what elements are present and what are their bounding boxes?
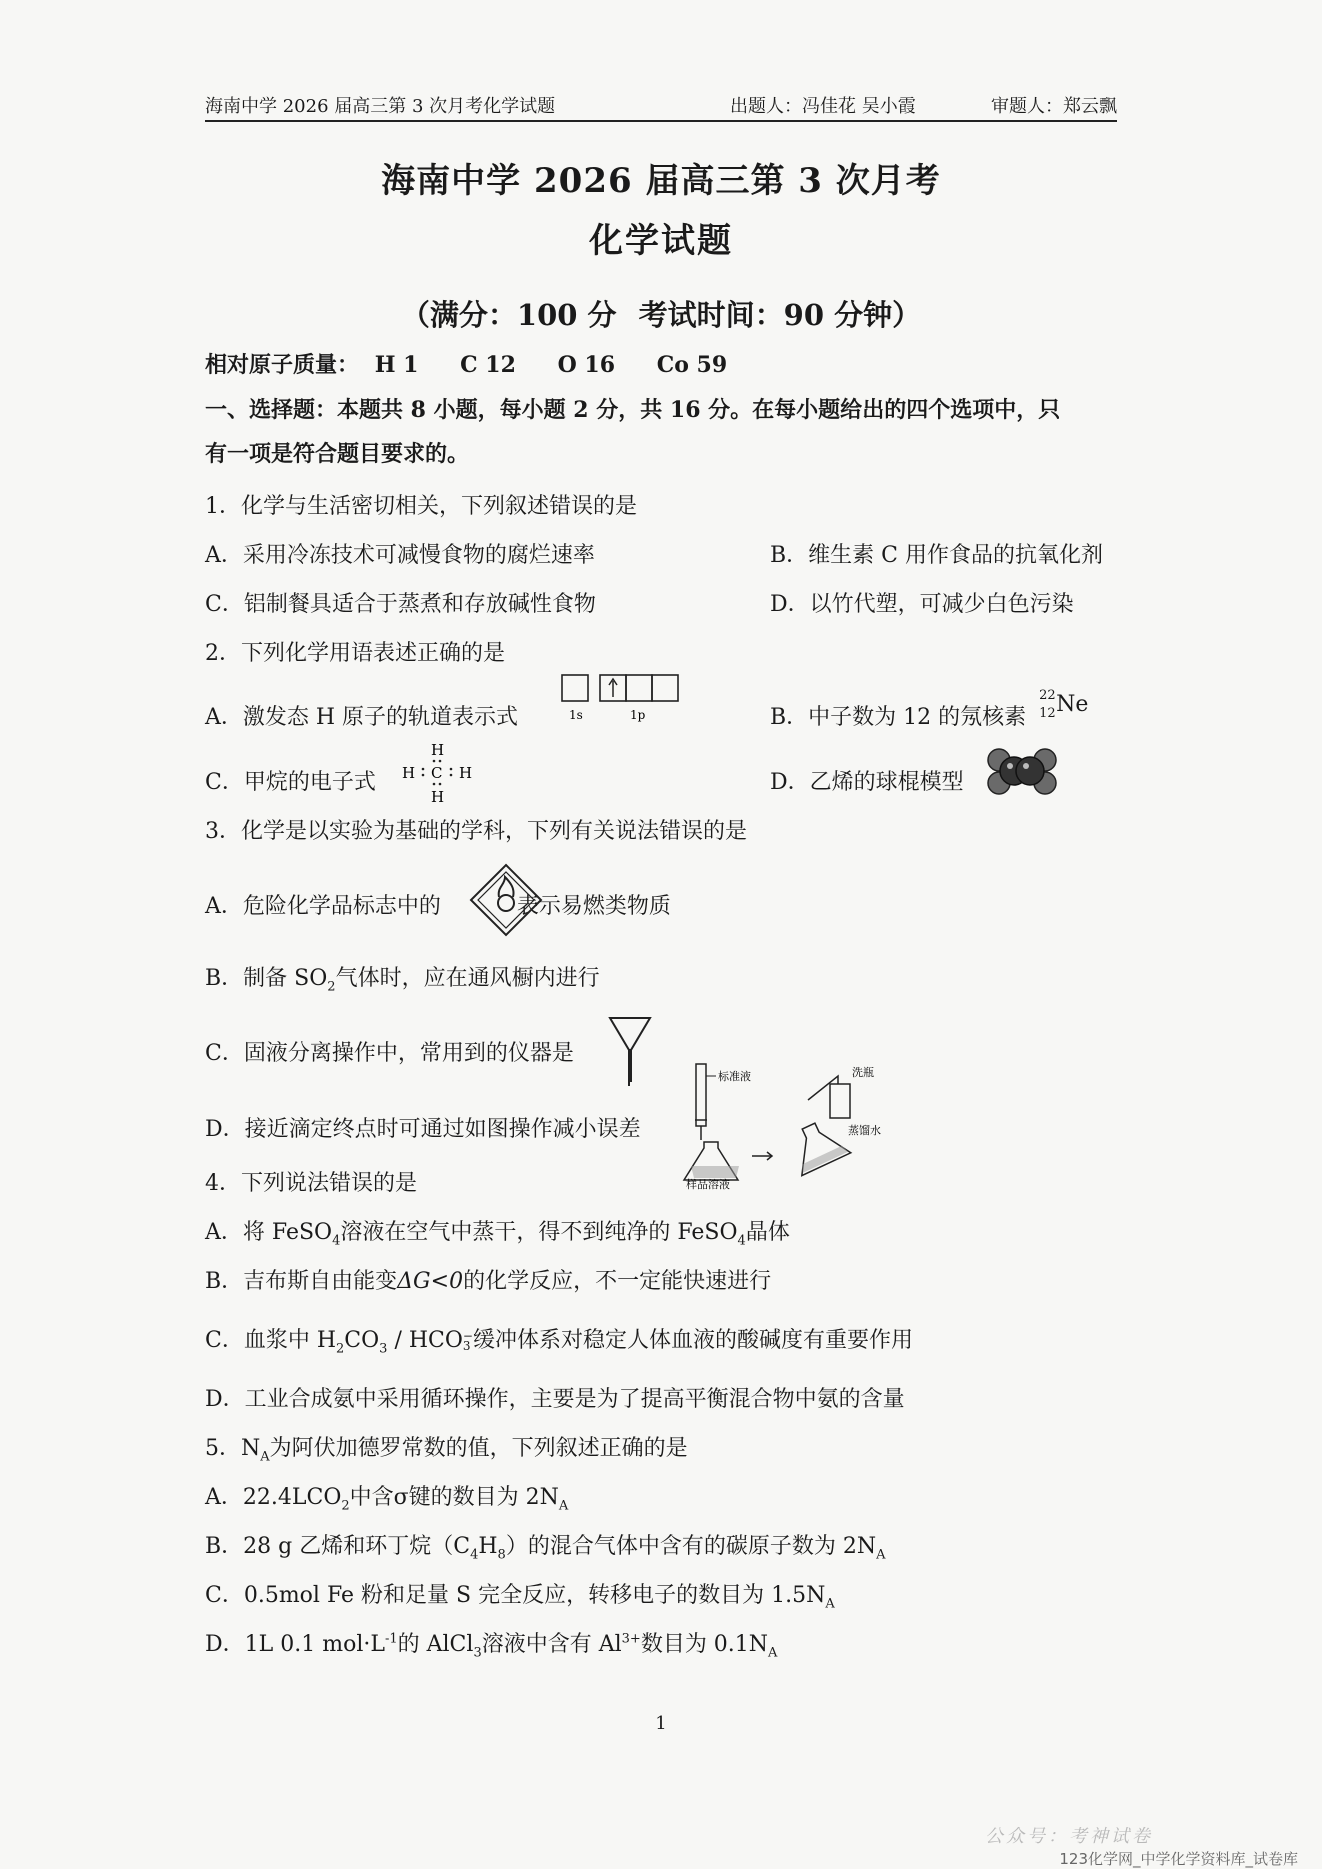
methane-electron-formula: [400, 741, 473, 806]
q2-option-c: C．甲烷的电子式: [205, 770, 376, 795]
header-authors: 出题人：冯佳花 吴小霞: [730, 96, 916, 117]
q5-stem: 5．$N_A$为阿伏加德罗常数的值，下列叙述正确的是: [205, 1436, 688, 1465]
q1-option-c: C．铝制餐具适合于蒸煮和存放碱性食物: [205, 592, 596, 617]
neon-symbol: Ne: [1056, 692, 1089, 717]
q1-option-b: B．维生素 C 用作食品的抗氧化剂: [770, 543, 1103, 568]
atomic-mass-co: Co 59: [656, 352, 728, 378]
q1-stem: 1．化学与生活密切相关，下列叙述错误的是: [205, 494, 637, 519]
full-score: （满分：100 分: [400, 298, 617, 332]
q2-option-b: B．中子数为 12 的氖核素 22 12 Ne: [770, 688, 1089, 730]
label-wash-bottle: 洗瓶: [852, 1066, 874, 1079]
q3-option-b: B．制备 $SO_2$气体时，应在通风橱内进行: [205, 966, 600, 995]
q5-option-d: D．1L 0.1 $mol\cdot L^{-1}$的 AlCl$_3$溶液中含有 $Al^{3+}$数目为 $0.1N_A$: [205, 1631, 778, 1661]
q5-option-a: A．$22.4LCO_2$中含σ键的数目为 $2N_A$: [205, 1485, 569, 1514]
flammable-hazard-sign: [469, 863, 543, 937]
q4-option-c: C．血浆中 $H_2CO_3$ / HCO − 3 缓冲体系对稳定人体血液的酸碱度有重要作用: [205, 1328, 913, 1357]
q1-option-a: A．采用冷冻技术可减慢食物的腐烂速率: [205, 543, 595, 568]
svg-text:H: H: [431, 788, 445, 806]
q3-option-a: A．危险化学品标志中的 表示易燃类物质: [205, 894, 671, 919]
svg-text:H: H: [431, 741, 445, 759]
exam-title: 海南中学 2026 届高三第 3 次月考: [381, 161, 941, 201]
section1-instructions-1: 一、选择题：本题共 8 小题，每小题 2 分，共 16 分。在每小题给出的四个选项中，只: [205, 397, 1061, 423]
orbital-1p-label: 1p: [630, 708, 646, 722]
neon-atomic-number: 12: [1039, 706, 1056, 721]
exam-time: 考试时间：90 分钟）: [638, 298, 922, 332]
q3-stem: 3．化学是以实验为基础的学科，下列有关说法错误的是: [205, 819, 747, 844]
atomic-mass-c: C 12: [460, 352, 516, 378]
atomic-mass-h: H 1: [374, 352, 419, 378]
funnel-icon: [608, 1016, 652, 1088]
q4-stem: 4．下列说法错误的是: [205, 1171, 417, 1196]
label-sample-solution: 样品溶液: [686, 1178, 730, 1191]
q2-option-a: A．激发态 H 原子的轨道表示式: [205, 705, 519, 730]
watermark: 公众号：考神试卷: [985, 1826, 1153, 1847]
source-footer: 123化学网_中学化学资料库_试卷库: [1059, 1850, 1298, 1868]
header-exam-name: 海南中学 2026 届高三第 3 次月考化学试题: [205, 96, 556, 117]
q3-option-d: D．接近滴定终点时可通过如图操作减小误差: [205, 1117, 641, 1142]
orbital-1s-label: 1s: [569, 708, 583, 722]
titration-diagram: [680, 1062, 880, 1190]
orbital-diagram: [560, 673, 684, 725]
header-reviewer: 审题人：郑云飘: [991, 96, 1117, 117]
section1-instructions-2: 有一项是符合题目要求的。: [205, 441, 470, 467]
page-header: [205, 88, 1117, 118]
svg-text:H: H: [459, 764, 473, 782]
exam-info: [0, 293, 1322, 334]
q1-option-d: D．以竹代塑，可减少白色污染: [770, 592, 1074, 617]
exam-subject: 化学试题: [589, 221, 733, 261]
q5-option-c: C．0.5mol Fe 粉和足量 S 完全反应，转移电子的数目为 $1.5N_A$: [205, 1583, 835, 1612]
q4-option-a: A．将 FeSO$_4$溶液在空气中蒸干，得不到纯净的 FeSO$_4$晶体: [205, 1220, 790, 1249]
page-number: 1: [655, 1713, 667, 1734]
neon-mass-number: 22: [1039, 688, 1056, 703]
q2-option-d: D．乙烯的球棍模型: [770, 770, 964, 795]
header-divider: [205, 120, 1117, 122]
q2-stem: 2．下列化学用语表述正确的是: [205, 641, 505, 666]
atomic-mass-line: [205, 348, 761, 379]
svg-text:C: C: [431, 764, 443, 782]
q3-option-c: C．固液分离操作中，常用到的仪器是: [205, 1041, 574, 1066]
ethylene-model-image: [985, 746, 1060, 796]
label-distilled-water: 蒸馏水: [848, 1124, 881, 1137]
q4-option-b: B．吉布斯自由能变ΔG<0的化学反应，不一定能快速进行: [205, 1269, 772, 1294]
neon-nuclide: [1039, 688, 1089, 728]
label-standard-solution: 标准液: [718, 1070, 751, 1083]
atomic-mass-o: O 16: [557, 352, 616, 378]
atomic-mass-label: 相对原子质量：: [205, 352, 360, 378]
svg-text:H: H: [402, 764, 416, 782]
q4-option-d: D．工业合成氨中采用循环操作，主要是为了提高平衡混合物中氨的含量: [205, 1387, 905, 1412]
q5-option-b: B．28 g 乙烯和环丁烷$(C_4H_8)$的混合气体中含有的碳原子数为 $2N_A$: [205, 1534, 886, 1563]
